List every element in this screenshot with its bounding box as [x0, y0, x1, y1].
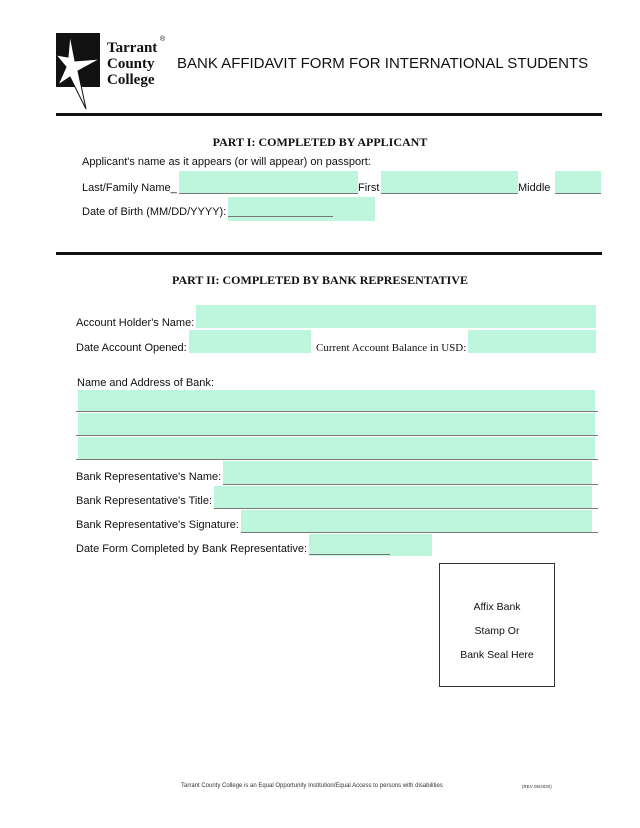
- account-holder-field[interactable]: [196, 305, 596, 328]
- revision-date: (REV 05/2020): [522, 784, 552, 789]
- rep-title-field[interactable]: [214, 486, 592, 508]
- date-completed-field[interactable]: [309, 534, 432, 556]
- first-name-field[interactable]: [381, 171, 518, 194]
- page-title: BANK AFFIDAVIT FORM FOR INTERNATIONAL STUDENTS: [177, 55, 589, 72]
- last-name-label: Last/Family Name_: [82, 182, 177, 194]
- registered-mark: ®: [160, 36, 166, 43]
- date-completed-label: Date Form Completed by Bank Representative:: [76, 543, 308, 555]
- bank-stamp-box: Affix Bank Stamp Or Bank Seal Here: [439, 563, 555, 687]
- first-name-label: First: [358, 182, 380, 194]
- account-holder-label: Account Holder's Name:: [76, 317, 195, 329]
- dob-label: Date of Birth (MM/DD/YYYY):: [82, 206, 227, 218]
- rep-name-label: Bank Representative's Name:: [76, 471, 222, 483]
- divider: [56, 252, 602, 255]
- date-opened-field[interactable]: [189, 330, 311, 353]
- bank-address-line-2[interactable]: [78, 413, 595, 435]
- passport-name-intro: Applicant's name as it appears (or will appear) on passport:: [82, 156, 371, 168]
- rep-signature-field[interactable]: [241, 510, 592, 532]
- last-name-field[interactable]: [179, 171, 358, 194]
- college-logo-star-icon: [56, 33, 106, 113]
- part1-heading: PART I: COMPLETED BY APPLICANT: [212, 135, 428, 149]
- footer-text: Tarrant County College is an Equal Opportunity Institution/Equal Access to persons with disabilities: [181, 783, 443, 789]
- rep-title-label: Bank Representative's Title:: [76, 495, 213, 507]
- balance-label: Current Account Balance in USD:: [316, 342, 467, 354]
- rep-signature-label: Bank Representative's Signature:: [76, 519, 239, 531]
- logo-text: Tarrant County College: [107, 40, 158, 88]
- rep-name-field[interactable]: [223, 461, 592, 484]
- middle-name-field[interactable]: [555, 171, 601, 194]
- bank-address-line-3[interactable]: [78, 437, 595, 459]
- balance-field[interactable]: [468, 330, 596, 353]
- bank-name-address-label: Name and Address of Bank:: [77, 377, 214, 389]
- divider: [56, 113, 602, 116]
- dob-field[interactable]: [228, 197, 375, 221]
- middle-name-label: Middle: [518, 182, 551, 194]
- bank-address-line-1[interactable]: [78, 390, 595, 411]
- date-opened-label: Date Account Opened:: [76, 342, 187, 354]
- part2-heading: PART II: COMPLETED BY BANK REPRESENTATIVE: [172, 273, 468, 287]
